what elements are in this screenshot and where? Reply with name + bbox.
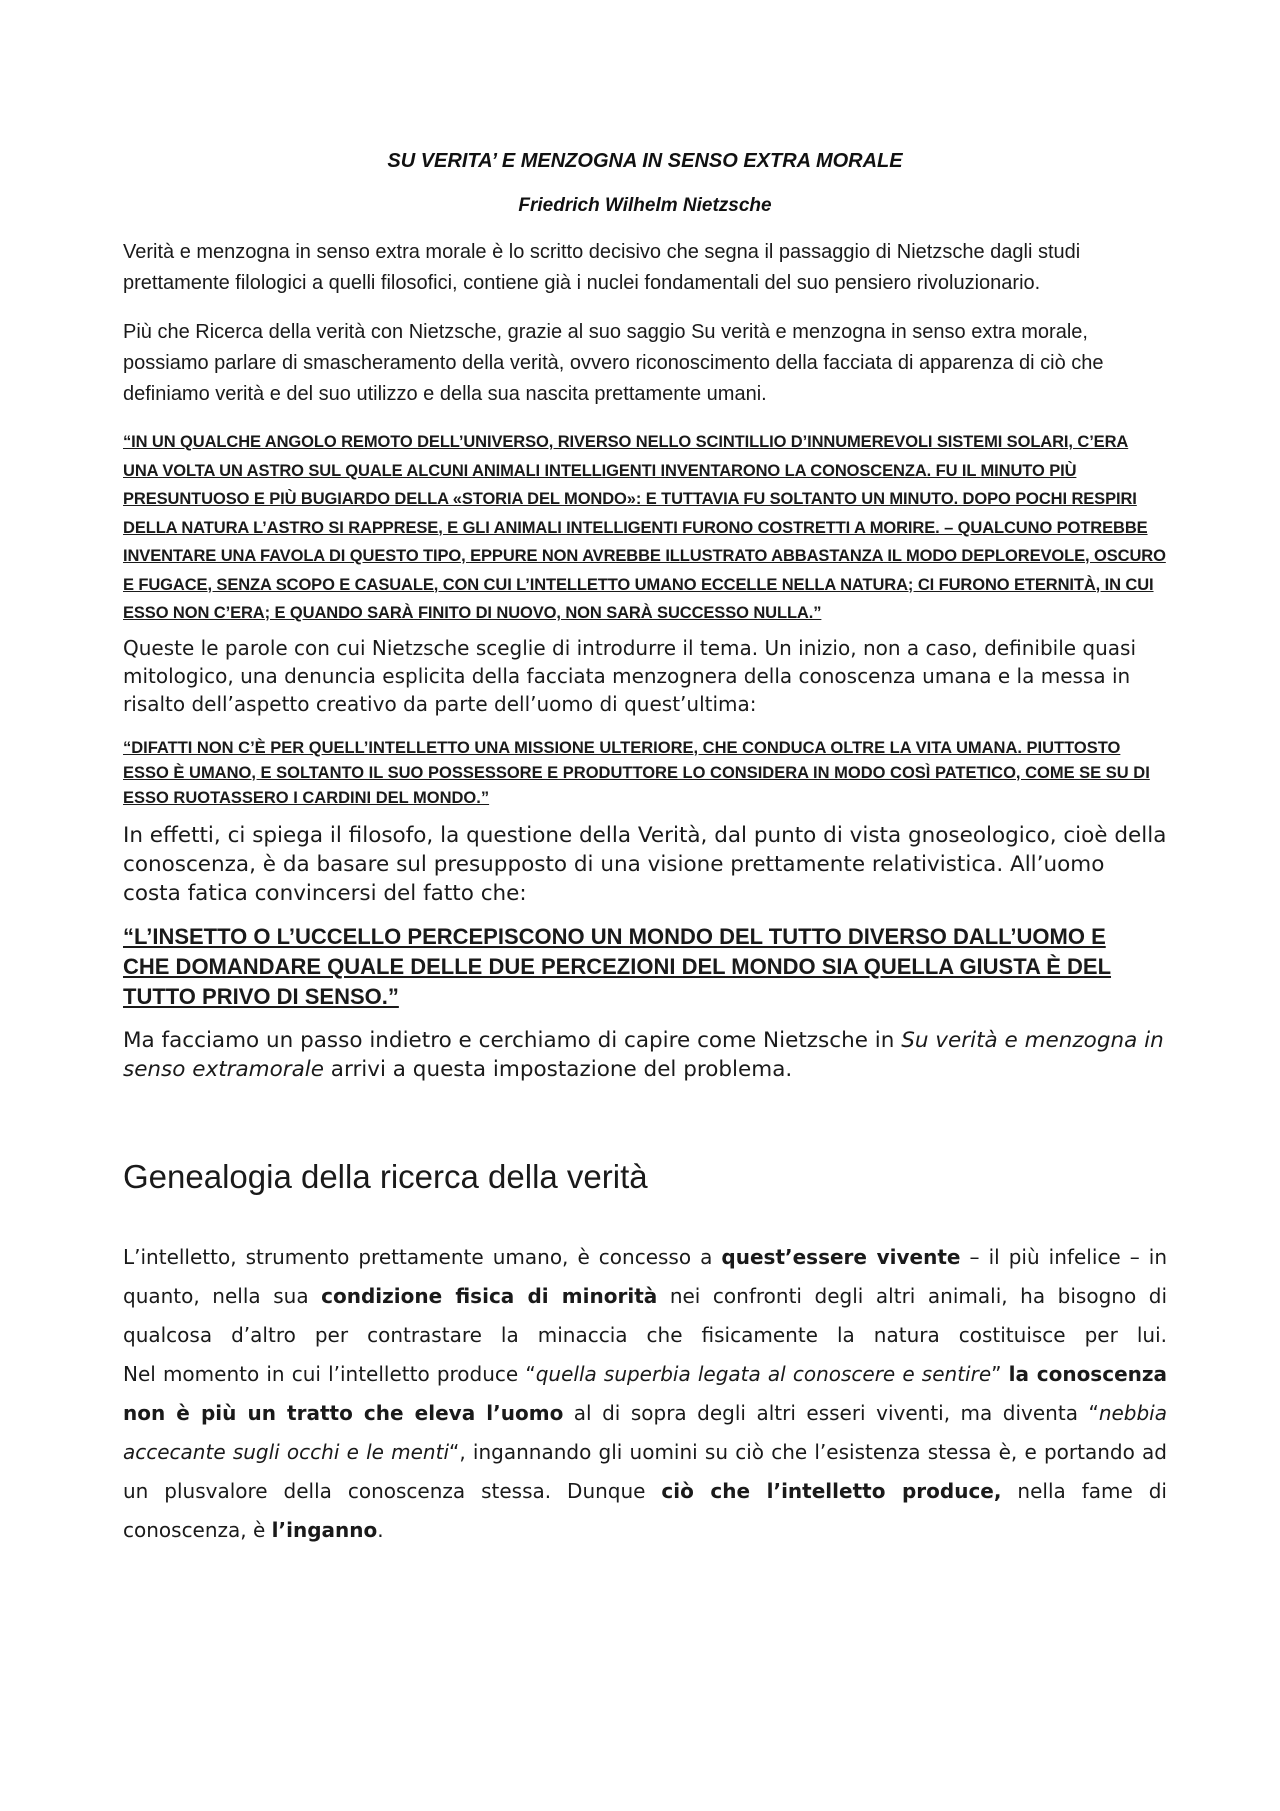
bold-run: l’inganno	[271, 1517, 378, 1542]
document-page	[123, 150, 1167, 1550]
paragraph-deception	[123, 1355, 1167, 1550]
quote-universe: “IN UN QUALCHE ANGOLO REMOTO DELL’UNIVERSO, RIVERSO NELLO SCINTILLIO D’INNUMEREVOLI SISTEMI SOLARI, C’ERA UNA VOLTA UN ASTRO SUL QUALE ALCUNI ANIMALI INTELLIGENTI INVENTARONO LA CONOSCENZA. FU IL MINUTO PIÙ PRESUNTUOSO E PIÙ BUGIARDO DELLA «STORIA DEL MONDO»: E TUTTAVIA FU SOLTANTO UN MINUTO. DOPO POCHI RESPIRI DELLA NATURA L’ASTRO SI RAPPRESE, E GLI ANIMALI INTELLIGENTI FURONO COSTRETTI A MORIRE. – QUALCUNO POTREBBE INVENTARE UNA FAVOLA DI QUESTO TIPO, EPPURE NON AVREBBE ILLUSTRATO ABBASTANZA IL MODO DEPLOREVOLE, OSCURO E FUGACE, SENZA SCOPO E CASUALE, CON CUI L’INTELLETTO UMANO ECCELLE NELLA NATURA; CI FURONO ETERNITÀ, IN CUI ESSO NON C’ERA; E QUANDO SARÀ FINITO DI NUOVO, NON SARÀ SUCCESSO NULLA.”	[123, 433, 1166, 622]
text-run: Nel momento in cui l’intelletto produce “	[123, 1361, 536, 1386]
paragraph-step-back	[123, 1026, 1167, 1084]
italic-run: quella superbia legata al conoscere e sentire	[535, 1361, 992, 1386]
text-run: nei confronti degli altri animali, ha bisogno di qualcosa d’altro per contrastare la minaccia che fisicamente la natura costituisce per lui.	[123, 1283, 1168, 1347]
text-run: ”	[991, 1361, 1009, 1386]
section-heading: Genealogia della ricerca della verità	[123, 1157, 648, 1195]
bold-run: quest’essere vivente	[721, 1244, 961, 1269]
text-run: “, ingannando gli uomini su ciò che l’esistenza stessa è, e portando ad un plusvalore della conoscenza stessa. Dunque	[123, 1439, 1167, 1503]
italic-run: nebbia accecante sugli occhi e le menti	[123, 1400, 1167, 1464]
bold-run: ciò che l’intelletto produce,	[661, 1478, 1002, 1503]
paragraph-intellect	[123, 1238, 1167, 1355]
paragraph-relativism: In effetti, ci spiega il filosofo, la questione della Verità, dal punto di vista gnoseologico, cioè della conoscenza, è da basare sul presupposto di una visione prettamente relativistica. All’uomo costa fatica convincersi del fatto che:	[123, 822, 1167, 906]
intro-paragraph-2: Più che Ricerca della verità con Nietzsche, grazie al suo saggio Su verità e menzogna in senso extra morale, possiamo parlare di smascheramento della verità, ovvero riconoscimento della facciata di apparenza di ciò che definiamo verità e del suo utilizzo e della sua nascita prettamente umani.	[123, 321, 1104, 405]
quote-intellect-mission: “DIFATTI NON C’È PER QUELL’INTELLETTO UNA MISSIONE ULTERIORE, CHE CONDUCA OLTRE LA VITA UMANA. PIUTTOSTO ESSO È UMANO, E SOLTANTO IL SUO POSSESSORE E PRODUTTORE LO CONSIDERA IN MODO COSÌ PATETICO, COME SE SU DI ESSO RUOTASSERO I CARDINI DEL MONDO.”	[123, 738, 1150, 807]
paragraph-introduction-theme: Queste le parole con cui Nietzsche sceglie di introdurre il tema. Un inizio, non a caso, definibile quasi mitologico, una denuncia esplicita della facciata menzognera della conoscenza umana e la messa in risalto dell’aspetto creativo da parte dell’uomo di quest’ultima:	[123, 635, 1137, 716]
document-title: SU VERITA’ E MENZOGNA IN SENSO EXTRA MORALE	[387, 150, 903, 172]
text-run: .	[377, 1517, 384, 1542]
quote-insect-bird: “L’INSETTO O L’UCCELLO PERCEPISCONO UN MONDO DEL TUTTO DIVERSO DALL’UOMO E CHE DOMANDARE QUALE DELLE DUE PERCEZIONI DEL MONDO SIA QUELLA GIUSTA È DEL TUTTO PRIVO DI SENSO.”	[123, 923, 1112, 1009]
text-run: Ma facciamo un passo indietro e cerchiamo di capire come Nietzsche in	[123, 1027, 902, 1053]
document-author: Friedrich Wilhelm Nietzsche	[518, 195, 772, 216]
text-run: arrivi a questa impostazione del problema.	[323, 1056, 793, 1082]
bold-run: condizione fisica di minorità	[321, 1283, 658, 1308]
intro-paragraph-1: Verità e menzogna in senso extra morale è lo scritto decisivo che segna il passaggio di Nietzsche dagli studi prettamente filologici a quelli filosofici, contiene già i nuclei fondamentali del suo pensiero rivoluzionario.	[123, 241, 1081, 294]
text-run: al di sopra degli altri esseri viventi, ma diventa “	[563, 1400, 1099, 1425]
text-run: L’intelletto, strumento prettamente umano, è concesso a	[123, 1244, 722, 1269]
bold-run: la conoscenza non è più un tratto che eleva l’uomo	[123, 1361, 1168, 1425]
text-run: nella fame di conoscenza, è	[123, 1478, 1167, 1542]
text-run: – il più infelice – in quanto, nella sua	[123, 1244, 1167, 1308]
book-title-italic: Su verità e menzogna in senso extramorale	[123, 1027, 1164, 1082]
